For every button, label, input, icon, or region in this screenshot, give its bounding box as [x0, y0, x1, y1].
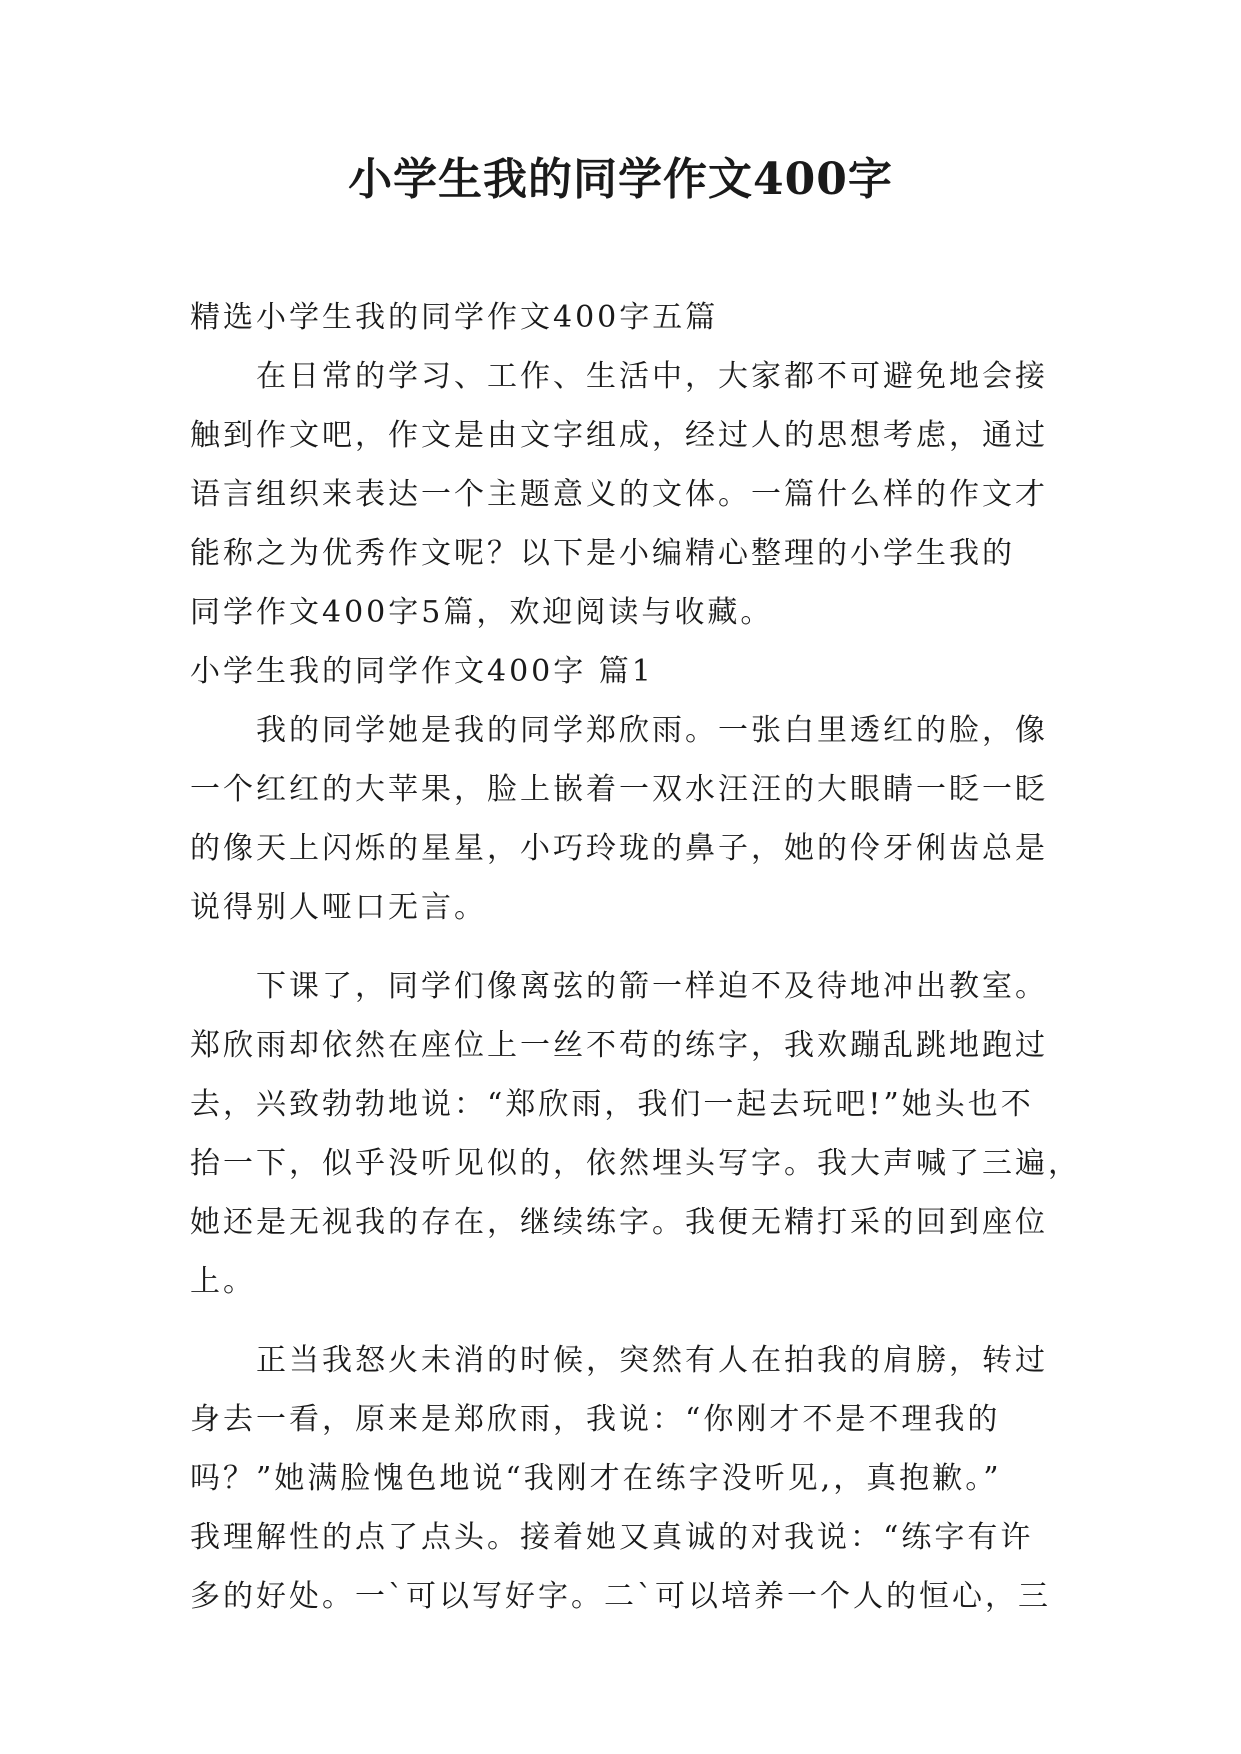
- intro-line: 触到作文吧，作文是由文字组成，经过人的思想考虑，通过: [190, 418, 1048, 453]
- paragraph-line: 一个红红的大苹果，脸上嵌着一双水汪汪的大眼睛一眨一眨: [190, 772, 1048, 807]
- paragraph-line: 正当我怒火未消的时候，突然有人在拍我的肩膀，转过: [256, 1343, 1048, 1378]
- subtitle: 精选小学生我的同学作文400字五篇: [190, 300, 719, 335]
- intro-line: 同学作文400字5篇，欢迎阅读与收藏。: [190, 595, 774, 630]
- paragraph-line: 我的同学她是我的同学郑欣雨。一张白里透红的脸，像: [256, 713, 1048, 748]
- paragraph-line: 的像天上闪烁的星星，小巧玲珑的鼻子，她的伶牙俐齿总是: [190, 831, 1048, 866]
- paragraph-1: [190, 701, 1060, 937]
- paragraph-line: 下课了，同学们像离弦的箭一样迫不及待地冲出教室。: [256, 969, 1048, 1004]
- intro-paragraph: [190, 347, 1060, 642]
- document-body: [190, 288, 1081, 1626]
- paragraph-line: 吗？”她满脸愧色地说“我刚才在练字没听见,，真抱歉。”: [190, 1461, 1002, 1496]
- intro-line: 能称之为优秀作文呢？以下是小编精心整理的小学生我的: [190, 536, 1015, 571]
- intro-line: 在日常的学习、工作、生活中，大家都不可避免地会接: [256, 359, 1048, 394]
- paragraph-line: 我理解性的点了点头。接着她又真诚的对我说：“练字有许: [190, 1520, 1034, 1555]
- paragraph-line: 上。: [190, 1264, 256, 1299]
- paragraph-line: 去，兴致勃勃地说：“郑欣雨，我们一起去玩吧!”她头也不: [190, 1087, 1034, 1122]
- paragraph-2: [190, 957, 1081, 1311]
- paragraph-line: 多的好处。一`可以写好字。二`可以培养一个人的恒心，三: [190, 1579, 1051, 1614]
- paragraph-spacer: [190, 937, 1060, 957]
- paragraph-line: 郑欣雨却依然在座位上一丝不苟的练字，我欢蹦乱跳地跑过: [190, 1028, 1048, 1063]
- intro-line: 语言组织来表达一个主题意义的文体。一篇什么样的作文才: [190, 477, 1048, 512]
- document-title: 小学生我的同学作文400字: [348, 154, 893, 205]
- paragraph-line: 身去一看，原来是郑欣雨，我说：“你刚才不是不理我的: [190, 1402, 1001, 1437]
- paragraph-line: 抬一下，似乎没听见似的，依然埋头写字。我大声喊了三遍，: [190, 1146, 1081, 1181]
- paragraph-line: 说得别人哑口无言。: [190, 890, 487, 925]
- paragraph-spacer: [190, 1311, 1060, 1331]
- section-heading: 小学生我的同学作文400字 篇1: [190, 654, 654, 689]
- paragraph-line: 她还是无视我的存在，继续练字。我便无精打采的回到座位: [190, 1205, 1048, 1240]
- paragraph-3: [190, 1331, 1060, 1626]
